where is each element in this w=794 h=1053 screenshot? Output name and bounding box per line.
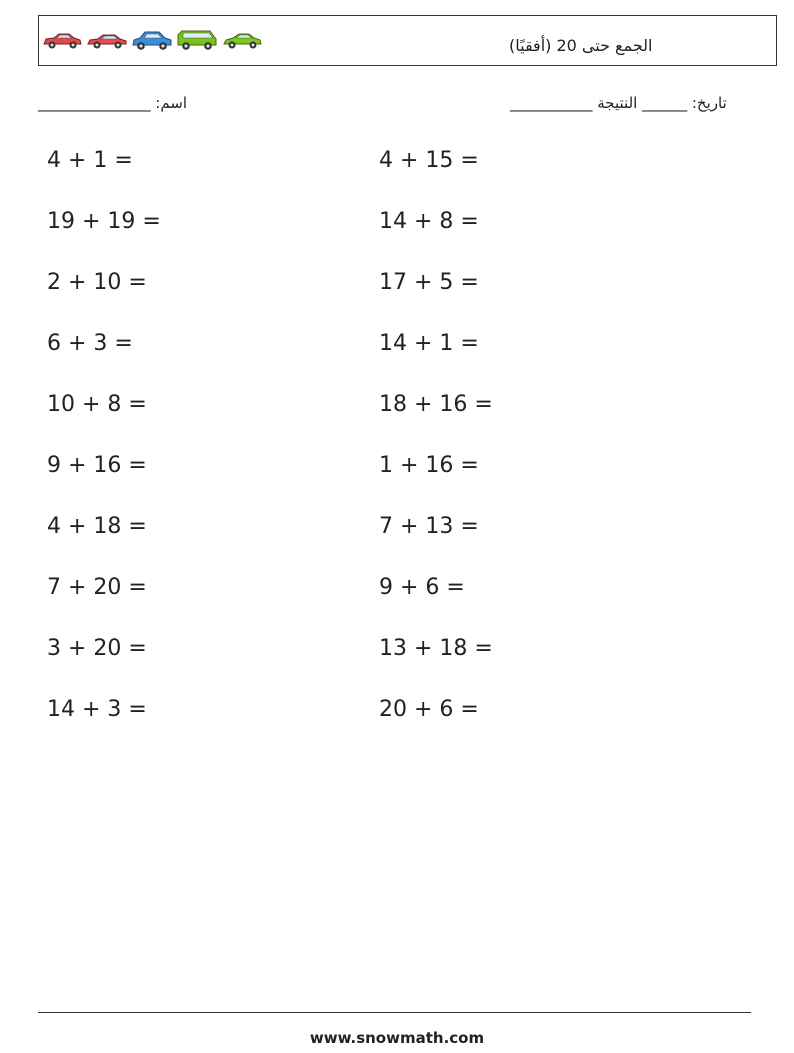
- problem-right-5: 18 + 16 =: [379, 392, 493, 417]
- problem-right-10: 20 + 6 =: [379, 697, 479, 722]
- problem-left-1: 4 + 1 =: [47, 148, 133, 173]
- problem-right-9: 13 + 18 =: [379, 636, 493, 661]
- problem-right-8: 9 + 6 =: [379, 575, 465, 600]
- problem-left-2: 19 + 19 =: [47, 209, 161, 234]
- green-van-icon: [176, 29, 218, 51]
- problem-left-9: 3 + 20 =: [47, 636, 147, 661]
- car-icons-strip: [41, 29, 263, 51]
- problem-right-3: 17 + 5 =: [379, 270, 479, 295]
- problem-left-3: 2 + 10 =: [47, 270, 147, 295]
- problem-right-7: 7 + 13 =: [379, 514, 479, 539]
- worksheet-title: الجمع حتى 20 (أفقيًا): [509, 36, 653, 55]
- footer-divider: [38, 1012, 751, 1013]
- problem-right-6: 1 + 16 =: [379, 453, 479, 478]
- problem-left-4: 6 + 3 =: [47, 331, 133, 356]
- green-car-icon: [221, 29, 263, 51]
- red-car-icon: [86, 29, 128, 51]
- footer-url[interactable]: www.snowmath.com: [309, 1029, 485, 1047]
- name-field: اسم: _______________: [38, 94, 188, 112]
- problem-left-8: 7 + 20 =: [47, 575, 147, 600]
- problem-right-1: 4 + 15 =: [379, 148, 479, 173]
- date-score-field: تاريخ: ______ النتيجة ___________: [510, 94, 727, 112]
- blue-car-icon: [131, 29, 173, 51]
- problem-right-2: 14 + 8 =: [379, 209, 479, 234]
- problem-right-4: 14 + 1 =: [379, 331, 479, 356]
- problem-left-10: 14 + 3 =: [47, 697, 147, 722]
- problem-left-5: 10 + 8 =: [47, 392, 147, 417]
- problem-left-7: 4 + 18 =: [47, 514, 147, 539]
- problem-left-6: 9 + 16 =: [47, 453, 147, 478]
- red-car-icon: [41, 29, 83, 51]
- header-box: [38, 15, 777, 66]
